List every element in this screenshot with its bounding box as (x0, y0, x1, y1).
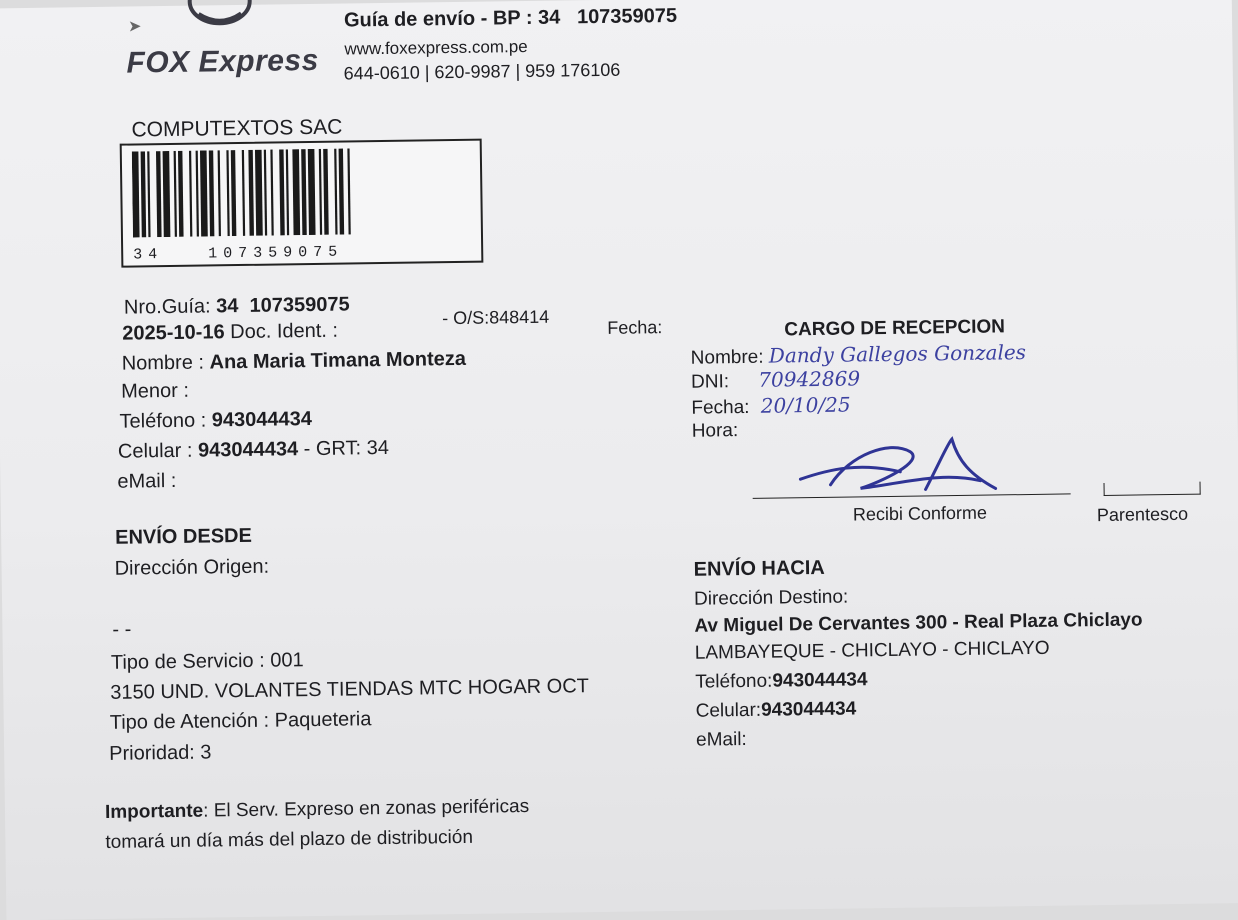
destination-cell-label: Celular: (695, 699, 762, 722)
envio-hacia-title: ENVÍO HACIA (693, 556, 825, 581)
dni-label: DNI: (690, 371, 730, 393)
important-note-line2: tomará un día más del plazo de distribución (105, 826, 474, 853)
name-label: Nombre : (121, 351, 205, 375)
receiver-name-handwritten: Dandy Gallegos Gonzales (768, 340, 1027, 368)
destination-address-label: Dirección Destino: (693, 586, 849, 610)
order-service: - O/S:848414 (442, 306, 550, 329)
recipient-name: Ana Maria Timana Monteza (209, 347, 467, 374)
destination-phone-value: 943044434 (772, 669, 868, 692)
guide-number-label: Nro.Guía: (123, 295, 211, 319)
grt-value: - GRT: 34 (303, 436, 390, 461)
cell-label: Celular : (117, 439, 193, 463)
barcode (120, 139, 484, 268)
recibi-conforme-label: Recibi Conforme (852, 502, 988, 525)
receipt-date-label: Fecha: (691, 396, 750, 419)
important-label: Importante (104, 800, 204, 823)
phone-label: Teléfono : (119, 409, 207, 433)
dni-handwritten: 70942869 (758, 366, 861, 392)
doc-ident-label: Doc. Ident. : (230, 319, 339, 344)
phone-numbers: 644-0610 | 620-9987 | 959 176106 (343, 59, 621, 84)
menor-label: Menor : (120, 379, 190, 403)
sender-company: COMPUTEXTOS SAC (131, 115, 343, 142)
guide-title: Guía de envío - BP : 34 107359075 (343, 4, 678, 32)
guide-number-value: 34 107359075 (216, 293, 350, 318)
guide-date: 2025-10-16 (122, 321, 225, 345)
destination-ubigeo: LAMBAYEQUE - CHICLAYO - CHICLAYO (694, 637, 1050, 664)
brand-logo-text: FOX Express (126, 43, 320, 80)
envio-desde-title: ENVÍO DESDE (115, 524, 253, 549)
cell-value: 943044434 (197, 438, 299, 462)
receiver-name-row (691, 340, 1027, 370)
receipt-date-handwritten: 20/10/25 (760, 392, 851, 418)
service-type: Tipo de Servicio : 001 (110, 649, 304, 674)
origin-address-label: Dirección Origen: (114, 555, 270, 580)
email-label: eMail : (117, 469, 177, 493)
receiver-name-label: Nombre: (690, 346, 764, 369)
receipt-time-label: Hora: (691, 420, 739, 442)
receiver-dni-row (691, 366, 860, 393)
destination-address: Av Miguel De Cervantes 300 - Real Plaza Chiclayo (694, 609, 1143, 637)
signature-icon (790, 430, 1021, 503)
priority: Prioridad: 3 (109, 741, 212, 765)
destination-cell-value: 943044434 (760, 698, 857, 721)
phone-value: 943044434 (211, 408, 313, 432)
phone-row (119, 408, 312, 434)
destination-phone-label: Teléfono: (695, 670, 773, 693)
attention-type: Tipo de Atención : Paqueteria (109, 708, 372, 734)
recipient-name-row (122, 348, 466, 376)
receiver-date-row (691, 392, 851, 419)
fecha-label: Fecha: (607, 317, 663, 338)
important-note-line1 (105, 796, 529, 824)
shipment-description: 3150 UND. VOLANTES TIENDAS MTC HOGAR OCT (110, 675, 590, 704)
destination-cell-row (696, 698, 857, 722)
guide-number-row (124, 293, 350, 319)
barcode-digits: 34 107359075 (133, 243, 344, 264)
fox-logo-icon (186, 0, 253, 28)
destination-phone-row (695, 669, 868, 693)
destination-email-label: eMail: (695, 728, 747, 751)
arrow-icon: ➤ (127, 18, 142, 36)
origin-placeholder: - - (112, 618, 132, 641)
parentesco-bracket (1104, 482, 1201, 496)
barcode-bars (132, 147, 471, 238)
cargo-recepcion-title: CARGO DE RECEPCION (784, 316, 1006, 341)
cell-row (118, 437, 389, 464)
parentesco-label: Parentesco (1096, 503, 1189, 526)
website: www.foxexpress.com.pe (344, 36, 528, 59)
date-doc-row (122, 320, 338, 346)
important-text-1: : El Serv. Expreso en zonas periféricas (203, 796, 530, 822)
